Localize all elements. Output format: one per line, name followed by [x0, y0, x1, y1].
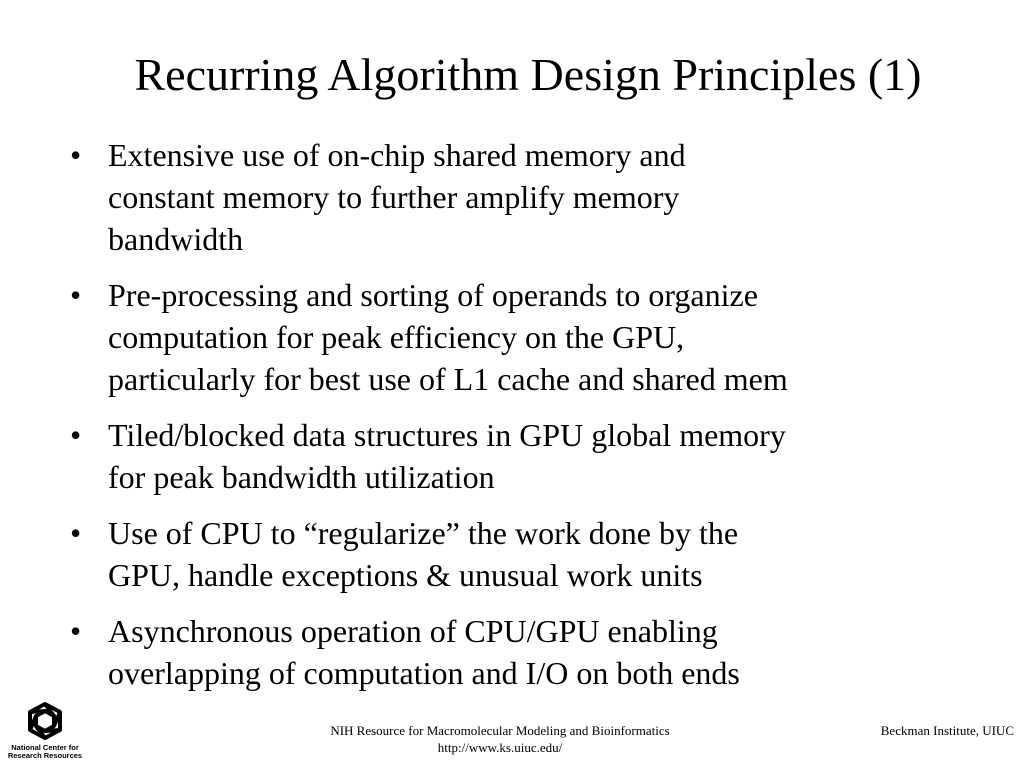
logo-text-line1: National Center for: [11, 743, 79, 752]
bullet-item: [70, 512, 970, 596]
logo-text-line2: Research Resources: [7, 751, 83, 760]
bullet-line: Tiled/blocked data structures in GPU global memory: [108, 417, 786, 453]
bullet-line: bandwidth: [108, 221, 244, 257]
ncsa-logo-icon: [4, 700, 84, 762]
bullet-line: Pre-processing and sorting of operands to organize: [108, 277, 758, 313]
bullet-item: [70, 274, 970, 400]
bullet-line: particularly for best use of L1 cache and shared mem: [108, 361, 788, 397]
bullet-line: constant memory to further amplify memory: [108, 179, 680, 215]
bullet-dot: •: [70, 515, 82, 551]
bullet-dot: •: [70, 417, 82, 453]
bullet-line: computation for peak efficiency on the GPU,: [108, 319, 685, 355]
bullet-line: Use of CPU to “regularize” the work done by the: [108, 515, 739, 551]
bullet-item: [70, 610, 970, 694]
logo-mark: [30, 704, 60, 738]
bullet-dot: •: [70, 137, 82, 173]
bullet-line: overlapping of computation and I/O on both ends: [108, 655, 740, 691]
bullet-line: for peak bandwidth utilization: [108, 459, 495, 495]
footer-center: [250, 722, 750, 756]
footer-institute: Beckman Institute, UIUC: [880, 723, 1014, 738]
bullet-list: [70, 134, 970, 708]
bullet-dot: •: [70, 613, 82, 649]
bullet-line: GPU, handle exceptions & unusual work units: [108, 557, 703, 593]
footer-url: http://www.ks.uiuc.edu/: [437, 740, 563, 755]
footer-resource-name: NIH Resource for Macromolecular Modeling and Bioinformatics: [330, 723, 670, 738]
bullet-item: [70, 414, 970, 498]
bullet-line: Asynchronous operation of CPU/GPU enabling: [108, 613, 718, 649]
bullet-dot: •: [70, 277, 82, 313]
slide-title: Recurring Algorithm Design Principles (1): [134, 49, 922, 100]
bullet-line: Extensive use of on-chip shared memory and: [108, 137, 686, 173]
bullet-item: [70, 134, 970, 260]
